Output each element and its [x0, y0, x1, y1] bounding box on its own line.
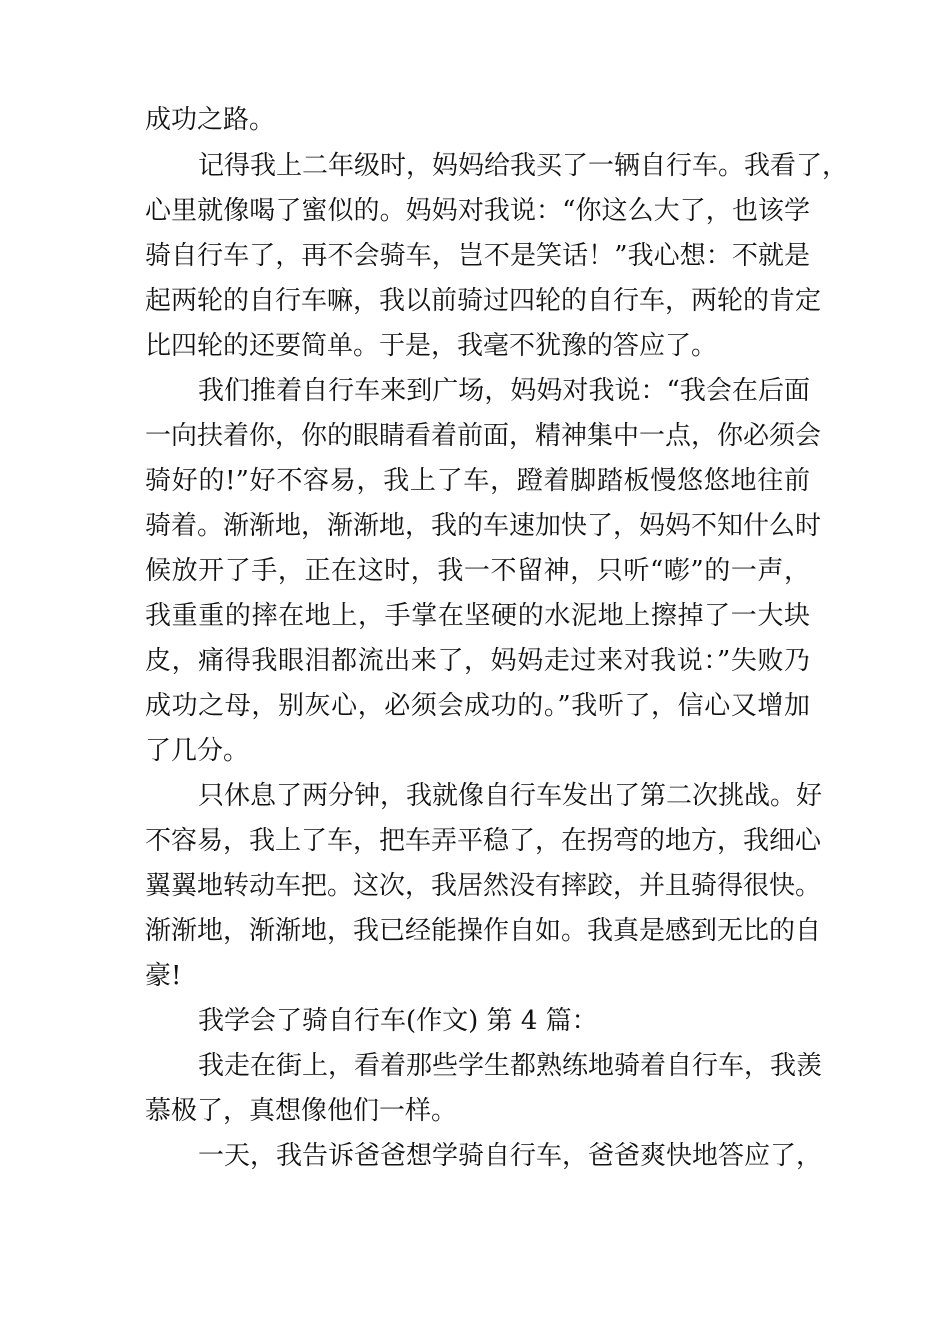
- text-line: 皮，痛得我眼泪都流出来了，妈妈走过来对我说：”失败乃: [145, 646, 810, 676]
- text-line: 我走在街上，看着那些学生都熟练地骑着自行车，我羡: [198, 1051, 823, 1081]
- text-line: 候放开了手，正在这时，我一不留神，只听“嘭”的一声，: [145, 556, 810, 586]
- text-line: 翼翼地转动车把。这次，我居然没有摔跤，并且骑得很快。: [145, 871, 822, 901]
- text-line: 一天，我告诉爸爸想学骑自行车，爸爸爽快地答应了，: [198, 1141, 823, 1171]
- text-line: 慕极了，真想像他们一样。: [145, 1096, 458, 1126]
- text-line: 不容易，我上了车，把车弄平稳了，在拐弯的地方，我细心: [145, 826, 822, 856]
- text-line: 心里就像喝了蜜似的。妈妈对我说：“你这么大了，也该学: [145, 196, 810, 226]
- text-line: 我们推着自行车来到广场，妈妈对我说：“我会在后面: [198, 376, 810, 406]
- section-heading: 我学会了骑自行车(作文) 第 4 篇：: [198, 1006, 598, 1036]
- text-line: 骑着。渐渐地，渐渐地，我的车速加快了，妈妈不知什么时: [145, 511, 822, 541]
- text-line: 了几分。: [145, 736, 250, 766]
- text-line: 成功之母，别灰心，必须会成功的。”我听了，信心又增加: [145, 691, 810, 721]
- text-line: 起两轮的自行车嘛，我以前骑过四轮的自行车，两轮的肯定: [145, 286, 822, 316]
- text-line: 只休息了两分钟，我就像自行车发出了第二次挑战。好: [198, 781, 823, 811]
- text-line: 豪!: [145, 961, 182, 991]
- text-line: 骑自行车了，再不会骑车，岂不是笑话！”我心想：不就是: [145, 241, 810, 271]
- text-line: 骑好的!”好不容易，我上了车，蹬着脚踏板慢悠悠地往前: [145, 466, 810, 496]
- text-line: 成功之路。: [145, 105, 276, 135]
- text-line: 一向扶着你，你的眼睛看着前面，精神集中一点，你必须会: [145, 421, 822, 451]
- text-line: 比四轮的还要简单。于是，我毫不犹豫的答应了。: [145, 331, 718, 361]
- text-line: 我重重的摔在地上，手掌在坚硬的水泥地上擦掉了一大块: [145, 601, 810, 631]
- text-line: 记得我上二年级时，妈妈给我买了一辆自行车。我看了，: [198, 151, 849, 181]
- text-line: 渐渐地，渐渐地，我已经能操作自如。我真是感到无比的自: [145, 916, 822, 946]
